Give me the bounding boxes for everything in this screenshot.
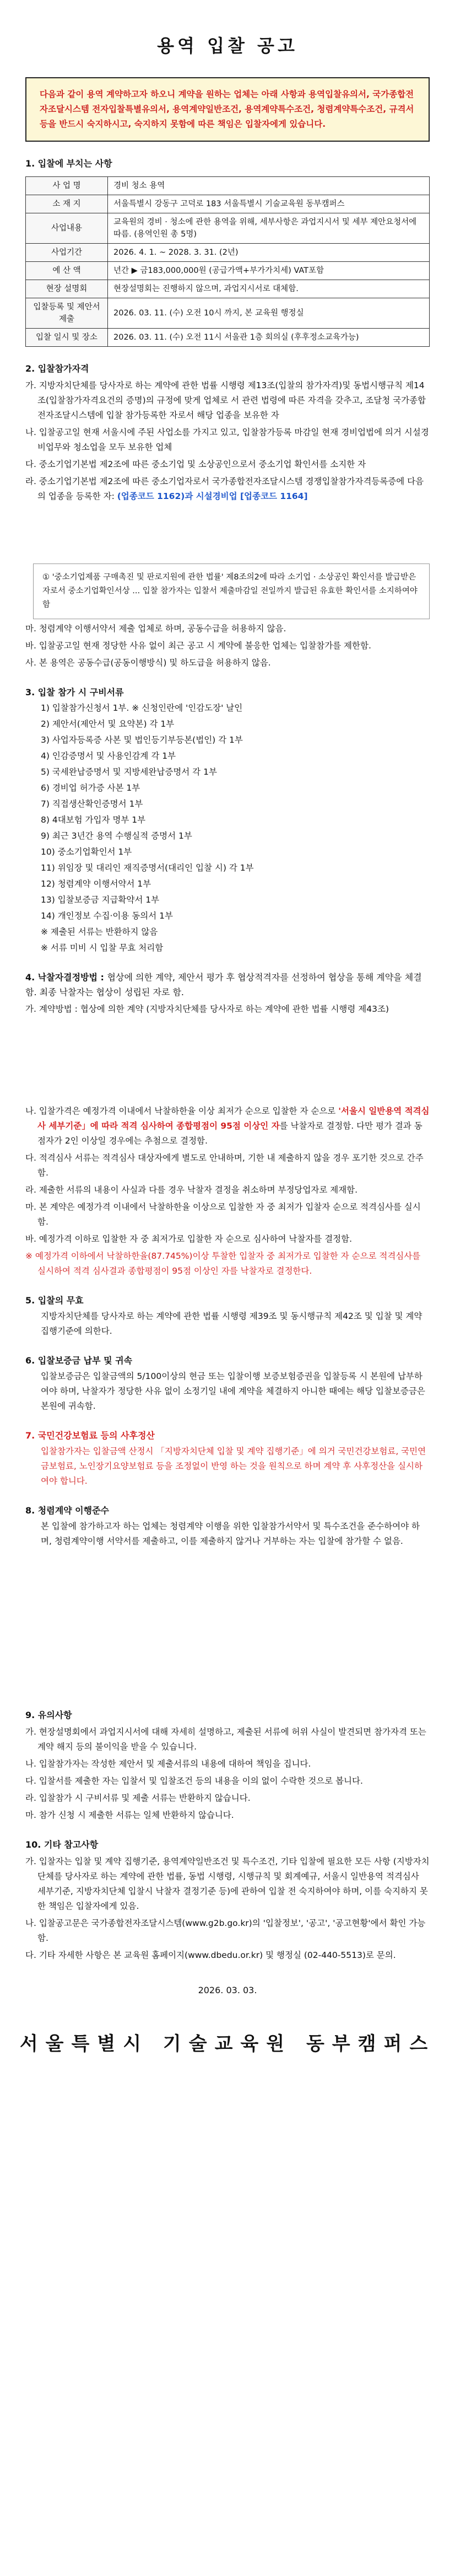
row-key: 입찰 일시 및 장소 (26, 329, 108, 347)
list-item: 1) 입찰참가신청서 1부. ※ 신청인란에 '인감도장' 날인 (41, 703, 243, 713)
note-box: ① '중소기업제품 구매촉진 및 판로지원에 관한 법률' 제8조의2에 따라 소기업 · 소상공인 확인서를 발급받은 자로서 중소기업확인서상 ... 입찰 참가자는 입찰서 제출마감일 전일까지 발급된 유효한 확인서를 소지하여야 함 (33, 564, 430, 619)
row-key: 소 재 지 (26, 195, 108, 213)
row-value: 경비 청소 용역 (108, 177, 430, 195)
warning-text: ※ 예정가격 이하에서 낙찰하한율(87.745%)이상 투찰한 입찰자 중 최저가로 입찰한 자 순으로 적격심사를 실시하여 적격 심사결과 종합평점이 95점 이상인 자를 낙찰자로 결정한다. (25, 1251, 421, 1276)
page-title: 용역 입찰 공고 (157, 35, 298, 56)
list-item: 나. 입찰참가자는 작성한 제안서 및 제출서류의 내용에 대하여 책임을 집니다. (25, 1759, 311, 1769)
list-item: 5) 국세완납증명서 및 지방세완납증명서 각 1부 (41, 767, 217, 777)
section-9 (25, 1708, 430, 1823)
list-item: 13) 입찰보증금 지급확약서 1부 (41, 895, 160, 905)
paragraph: 지방자치단체를 당사자로 하는 계약에 관한 법률 시행령 제39조 및 동시행규칙 제42조 및 입찰 및 계약집행기준에 의한다. (41, 1311, 422, 1336)
info-table (25, 176, 430, 347)
row-key: 사 업 명 (26, 177, 108, 195)
paragraph-text: 를 낙찰자로 결정함. 다만 평가 결과 동점자가 2인 이상일 경우에는 추첨으로 결정함. (37, 1121, 422, 1146)
list-item: 3) 사업자등록증 사본 및 법인등기부등본(법인) 각 1부 (41, 735, 243, 745)
section-2-heading: 2. 입찰참가자격 (25, 363, 89, 374)
paragraph: 입찰보증금은 입찰금액의 5/100이상의 현금 또는 입찰이행 보증보험증권을 입찰등록 시 본원에 납부하여야 하며, 낙찰자가 정당한 사유 없이 소정기일 내에 계약을 체결하지 아니한 때에는 해당 입찰보증금은 본원에 귀속함. (41, 1371, 425, 1411)
section-8-heading: 8. 청렴계약 이행준수 (25, 1505, 109, 1516)
paragraph: 라. 제출한 서류의 내용이 사실과 다를 경우 낙찰자 결정을 취소하며 부정당업자로 제재함. (25, 1185, 358, 1195)
list-item: 7) 직접생산확인증명서 1부 (41, 799, 143, 809)
paragraph: 사. 본 용역은 공동수급(공동이행방식) 및 하도급을 허용하지 않음. (25, 658, 271, 668)
spacer (0, 1550, 455, 1693)
list-item: 다. 기타 자세한 사항은 본 교육원 홈페이지(www.dbedu.or.kr) 및 행정실 (02-440-5513)로 문의. (25, 1950, 396, 1960)
row-key: 사업기간 (26, 244, 108, 262)
row-key: 입찰등록 및 제안서 제출 (26, 298, 108, 329)
paragraph (25, 474, 430, 504)
highlight-text: '서울시 일반용역 적격심사 세부기준」에 따라 적격 심사하여 종합평점이 95점 이상인 자 (37, 1106, 430, 1131)
paragraph: 마. 본 계약은 예정가격 이내에서 낙찰하한율 이상으로 입찰한 자 중 최저가 입찰자 순으로 적격심사를 실시함. (25, 1202, 421, 1227)
announcement-date: 2026. 03. 03. (198, 1985, 257, 1995)
section-10-heading: 10. 기타 참고사항 (25, 1839, 99, 1850)
paragraph: 가. 지방자치단체를 당사자로 하는 계약에 관한 법률 시행령 제13조(입찰의 참가자격)및 동법시행규칙 제14조(입찰참가자격요건의 증명)의 규정에 맞게 업체로 서 관련 법령에 따른 자격을 갖추고, 조달청 국가종합전자조달시스템에 입찰 참가등록한 자로서 해당 업종을 보유한 자 (25, 380, 426, 420)
notice-box: 다음과 같이 용역 계약하고자 하오니 계약을 원하는 업체는 아래 사항과 용역입찰유의서, 국가종합전자조달시스템 전자입찰특별유의서, 용역계약일반조건, 용역계약특수조건, 청렴계약특수조건, 규격서 등을 반드시 숙지하시고, 숙지하지 못함에 따른 책임은 입찰자에게 있습니다. (25, 77, 430, 142)
list-item: ※ 서류 미비 시 입찰 무효 처리함 (41, 943, 164, 953)
issuer-name: 서울특별시 기술교육원 동부캠퍼스 (19, 2033, 436, 2055)
table-row (26, 280, 430, 298)
table-row (26, 262, 430, 280)
section-2 (25, 361, 430, 670)
section-9-heading: 9. 유의사항 (25, 1710, 72, 1720)
list-item: 가. 입찰자는 입찰 및 계약 집행기준, 용역계약일반조건 및 특수조건, 기타 입찰에 필요한 모든 사항 (지방자치단체를 당사자로 하는 계약에 관한 법률, 동법 시행령, 시행규칙 및 회계예규, 서울시 일반용역 적격심사 세부기준, 지방자치단체 입찰시 낙찰자 결정기준 등)에 관하여 입찰 전 숙지하여야 하며, 이를 숙지하지 못한 책임은 입찰자에게 있음. (25, 1856, 430, 1911)
list-item: 12) 청렴계약 이행서약서 1부 (41, 879, 151, 889)
heading-text: 4. 낙찰자결정방법 (25, 972, 98, 983)
row-value: 년간 ▶ 금183,000,000원 (공급가액+부가가치세) VAT포함 (108, 262, 430, 280)
list-item: 9) 최근 3년간 용역 수행실적 증명서 1부 (41, 831, 192, 841)
section-3 (25, 685, 430, 956)
section-4 (25, 970, 430, 1279)
list-item: 나. 입찰공고문은 국가종합전자조달시스템(www.g2b.go.kr)의 '입찰정보', '공고', '공고현황'에서 확인 가능함. (25, 1918, 426, 1943)
paragraph-text: 나. 입찰가격은 예정가격 이내에서 낙찰하한율 이상 최저가 순으로 입찰한 자 순으로 (25, 1106, 336, 1116)
section-6 (25, 1353, 430, 1414)
section-1-heading: 1. 입찰에 부치는 사항 (25, 158, 112, 169)
row-value: 2026. 4. 1. ~ 2028. 3. 31. (2년) (108, 244, 430, 262)
section-8 (25, 1503, 430, 1549)
list-item: 다. 입찰서를 제출한 자는 입찰서 및 입찰조건 등의 내용을 이의 없이 수락한 것으로 봅니다. (25, 1776, 363, 1786)
row-key: 현장 설명회 (26, 280, 108, 298)
section-4-heading: 4. 낙찰자결정방법 : 협상에 의한 계약, 제안서 평가 후 협상적격자를 선정하여 협상을 통해 계약을 체결함. 최종 낙찰자는 협상이 성립된 자로 함. (25, 972, 422, 997)
list-item: 11) 위임장 및 대리인 재직증명서(대리인 입찰 시) 각 1부 (41, 863, 254, 873)
row-key: 사업내용 (26, 213, 108, 244)
section-7-heading: 7. 국민건강보험료 등의 사후정산 (25, 1430, 155, 1441)
table-row (26, 244, 430, 262)
spacer (25, 1019, 430, 1102)
list-item: 2) 제안서(제안서 및 요약본) 각 1부 (41, 719, 175, 729)
row-value: 서울특별시 강동구 고덕로 183 서울특별시 기술교육원 동부캠퍼스 (108, 195, 430, 213)
section-10 (25, 1837, 430, 1963)
section-6-heading: 6. 입찰보증금 납부 및 귀속 (25, 1355, 133, 1366)
list-item: 가. 현장설명회에서 과업지시서에 대해 자세히 설명하고, 제출된 서류에 허위 사실이 발견되면 참가자격 또는 계약 해지 등의 불이익을 받을 수 있습니다. (25, 1727, 426, 1752)
row-value: 현장설명회는 진행하지 않으며, 과업지시서로 대체함. (108, 280, 430, 298)
list-item: 6) 경비업 허가증 사본 1부 (41, 783, 140, 793)
list-item: ※ 제출된 서류는 반환하지 않음 (41, 927, 158, 937)
row-value: 2026. 03. 11. (수) 오전 10시 까지, 본 교육원 행정실 (108, 298, 430, 329)
table-row (26, 298, 430, 329)
list-item: 마. 참가 신청 시 제출한 서류는 일체 반환하지 않습니다. (25, 1810, 234, 1820)
row-value: 2026. 03. 11. (수) 오전 11시 서울관 1층 회의실 (후후정소교육가능) (108, 329, 430, 347)
paragraph-text: 라. 중소기업기본법 제2조에 따른 중소기업자로서 국가종합전자조달시스템 경쟁입찰참가자격등록증에 다음의 업종을 등록한 자: (25, 476, 424, 501)
list-item: 8) 4대보험 가입자 명부 1부 (41, 815, 146, 825)
paragraph: 바. 입찰공고일 현재 정당한 사유 없이 최근 공고 시 계약에 불응한 업체는 입찰참가를 제한함. (25, 641, 371, 651)
list-item: 라. 입찰참가 시 구비서류 및 제출 서류는 반환하지 않습니다. (25, 1793, 251, 1803)
list-item: 4) 인감증명서 및 사용인감계 각 1부 (41, 751, 176, 761)
highlight-text: (업종코드 1162)과 시설경비업 [업종코드 1164] (117, 491, 308, 501)
paragraph: 나. 입찰공고일 현재 서울시에 주된 사업소를 가지고 있고, 입찰참가등록 마감일 현재 경비업법에 의거 시설경비업무와 청소업을 모두 보유한 업체 (25, 427, 429, 452)
section-5-heading: 5. 입찰의 무효 (25, 1295, 84, 1306)
section-1 (25, 156, 430, 347)
paragraph: 다. 적격심사 서류는 적격심사 대상자에게 별도로 안내하며, 기한 내 제출하지 않을 경우 포기한 것으로 간주함. (25, 1153, 424, 1178)
list-item: 10) 중소기업확인서 1부 (41, 847, 132, 857)
section-3-heading: 3. 입찰 참가 시 구비서류 (25, 687, 124, 697)
row-value: 교육원의 경비 · 청소에 관한 용역을 위해, 세부사항은 과업지시서 및 세부 제안요청서에 따름. (용역인원 총 5명) (108, 213, 430, 244)
table-row (26, 177, 430, 195)
list-item: 14) 개인정보 수집·이용 동의서 1부 (41, 911, 173, 921)
heading-desc: 협상에 의한 계약, 제안서 평가 후 협상적격자를 선정하여 협상을 통해 계약을 체결함. 최종 낙찰자는 협상이 성립된 자로 함. (25, 972, 422, 997)
table-row (26, 213, 430, 244)
section-7 (25, 1428, 430, 1489)
table-row (26, 329, 430, 347)
paragraph (25, 1104, 430, 1149)
table-row (26, 195, 430, 213)
paragraph: 가. 계약방법 : 협상에 의한 계약 (지방자치단체를 당사자로 하는 계약에 관한 법률 시행령 제43조) (25, 1004, 389, 1014)
section-5 (25, 1293, 430, 1339)
paragraph: 본 입찰에 참가하고자 하는 업체는 청렴계약 이행을 위한 입찰참가서약서 및 특수조건을 준수하여야 하며, 청렴계약이행 서약서를 제출하고, 이를 제출하지 않거나 거부하는 자는 입찰에 참가할 수 없음. (41, 1521, 420, 1546)
paragraph: 다. 중소기업기본법 제2조에 따른 중소기업 및 소상공인으로서 중소기업 확인서를 소지한 자 (25, 459, 366, 469)
paragraph: 바. 예정가격 이하로 입찰한 자 중 최저가로 입찰한 자 순으로 심사하여 낙찰자를 결정함. (25, 1234, 353, 1244)
warning-text: 입찰참가자는 입찰금액 산정시 「지방자치단체 입찰 및 계약 집행기준」에 의거 국민건강보험료, 국민연금보험료, 노인장기요양보험료 등을 조정없이 반영 하는 것을 원칙으로 하며 계약 후 사후정산을 실시하여야 합니다. (41, 1446, 426, 1486)
row-key: 예 산 액 (26, 262, 108, 280)
spacer (25, 506, 430, 556)
paragraph: 마. 청렴계약 이행서약서 제출 업체로 하며, 공동수급을 허용하지 않음. (25, 624, 286, 634)
